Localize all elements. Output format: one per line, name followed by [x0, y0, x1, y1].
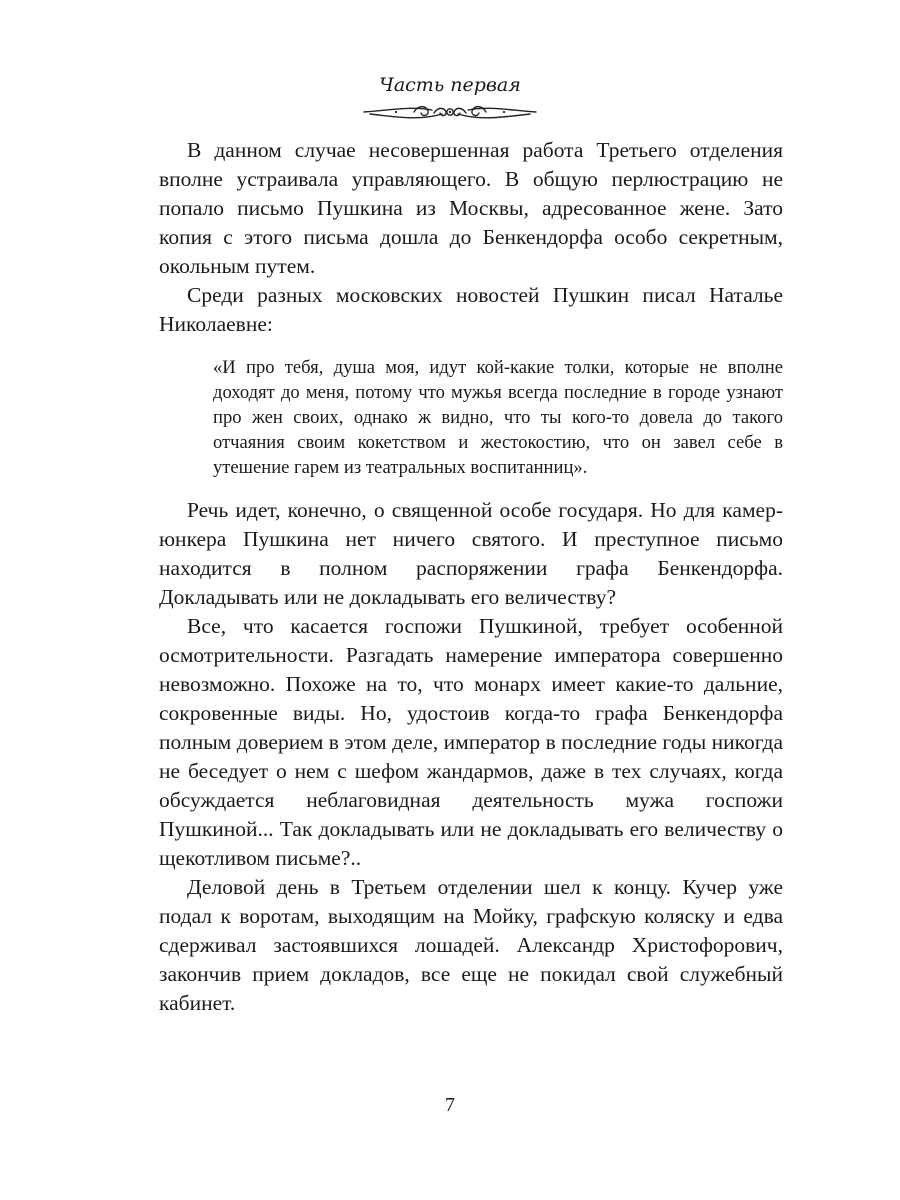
page-number: 7 — [445, 1094, 455, 1116]
paragraph-5: Деловой день в Третьем отделении шел к концу. Кучер уже подал к воротам, выходящим на Мойку, графскую коляску и едва сдерживал застоявшихся лошадей. Александр Христофорович, закончив прием докладов, все еще не покидал свой служебный кабинет. — [159, 875, 783, 1015]
quotation-block: «И про тебя, душа моя, идут кой-какие толки, которые не вполне доходят до меня, потому что мужья всегда последние в городе узнают про жен своих, однако ж видно, что ты кого-то довела до такого отчаяния своим кокетством и жестокостию, что он завел себе в утешение гарем из театральных воспитанниц». — [213, 357, 783, 478]
paragraph-3: Речь идет, конечно, о священной особе государя. Но для камер-юнкера Пушкина нет ничего святого. И преступное письмо находится в полном распоряжении графа Бенкендорфа. Докладывать или не докладывать его величеству? — [159, 498, 783, 609]
paragraph-4: Все, что касается госпожи Пушкиной, требует особенной осмотрительности. Разгадать намерение императора совершенно невозможно. Похоже на то, что монарх имеет какие-то дальние, сокровенные виды. Но, удостоив когда-то графа Бенкендорфа полным доверием в этом деле, император в последние годы никогда не беседует о нем с шефом жандармов, даже в тех случаях, когда обсуждается неблаговидная деятельность мужа госпожи Пушкиной... Так докладывать или не докладывать его величеству о щекотливом письме?.. — [159, 614, 783, 870]
decorative-flourish-icon — [362, 98, 538, 126]
running-title: Часть первая — [379, 74, 521, 96]
body-text — [159, 136, 783, 1018]
paragraph-1: В данном случае несовершенная работа Третьего отделения вполне устраивала управляющего. В общую перлюстрацию не попало письмо Пушкина из Москвы, адресованное жене. Зато копия с этого письма дошла до Бенкендорфа особо секретным, окольным путем. — [159, 138, 783, 278]
paragraph-2: Среди разных московских новостей Пушкин писал Наталье Николаевне: — [159, 283, 783, 336]
